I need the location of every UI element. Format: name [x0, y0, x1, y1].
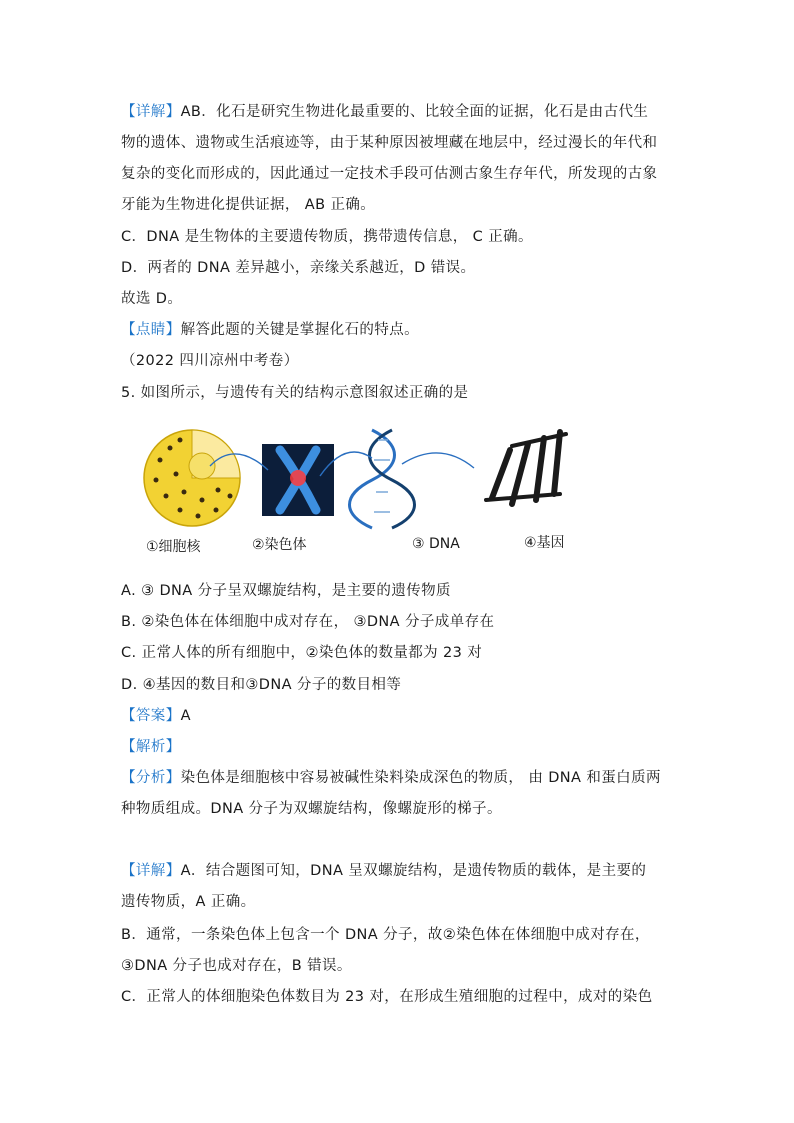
line-text: 故选 D。 — [121, 291, 183, 307]
line-text: AB．化石是研究生物进化最重要的、比较全面的证据，化石是由古代生 — [180, 104, 649, 120]
line-text: 物的遗体、遗物或生活痕迹等，由于某种原因被埋藏在地层中，经过漫长的年代和 — [121, 135, 658, 151]
option-d — [121, 675, 401, 695]
line-text: 牙能为生物进化提供证据， AB 正确。 — [121, 197, 376, 213]
line-text: 遗传物质，A 正确。 — [121, 894, 256, 910]
line-text: 种物质组成。DNA 分子为双螺旋结构，像螺旋形的梯子。 — [121, 801, 502, 817]
label-nucleus: ①细胞核 — [146, 539, 201, 555]
text-line — [121, 102, 648, 122]
genetics-figure — [140, 420, 600, 560]
line-text: B．通常，一条染色体上包含一个 DNA 分子，故②染色体在体细胞中成对存在， — [121, 927, 650, 943]
label-gene: ④基因 — [524, 535, 565, 551]
structure-diagram — [140, 420, 600, 530]
text-line — [121, 133, 657, 153]
text-line — [121, 320, 419, 340]
line-text: A. ③ DNA 分子呈双螺旋结构，是主要的遗传物质 — [121, 583, 451, 599]
line-text: A．结合题图可知，DNA 呈双螺旋结构，是遗传物质的载体，是主要的 — [180, 863, 647, 879]
text-line — [121, 925, 650, 945]
option-b — [121, 612, 494, 632]
text-line — [121, 195, 375, 215]
gene-ladder-image — [486, 432, 566, 504]
line-text: ③DNA 分子也成对存在，B 错误。 — [121, 958, 352, 974]
line-text: 5. 如图所示，与遗传有关的结构示意图叙述正确的是 — [121, 385, 469, 401]
source-note — [121, 351, 299, 371]
text-line — [121, 289, 182, 309]
section-tag: 【详解】 — [121, 104, 181, 120]
line-text: D. ④基因的数目和③DNA 分子的数目相等 — [121, 677, 402, 693]
line-text: C. 正常人体的所有细胞中，②染色体的数量都为 23 对 — [121, 645, 483, 661]
line-text: 解答此题的关键是掌握化石的特点。 — [180, 322, 420, 338]
label-dna: ③ DNA — [412, 536, 460, 552]
line-text: 复杂的变化而形成的，因此通过一定技术手段可估测古象生存年代，所发现的古象 — [121, 166, 658, 182]
line-text: 染色体是细胞核中容易被碱性染料染成深色的物质， 由 DNA 和蛋白质两 — [180, 770, 661, 786]
label-chromosome: ②染色体 — [252, 537, 307, 553]
analysis-heading — [121, 737, 181, 757]
text-line — [121, 227, 533, 247]
text-line — [121, 956, 352, 976]
section-tag: 【详解】 — [121, 863, 181, 879]
line-text: D．两者的 DNA 差异越小，亲缘关系越近，D 错误。 — [121, 260, 476, 276]
option-c — [121, 643, 482, 663]
question-title — [121, 383, 468, 403]
line-text: （2022 四川凉州中考卷） — [121, 353, 299, 369]
section-tag: 【解析】 — [121, 739, 181, 755]
line-text: B. ②染色体在体细胞中成对存在， ③DNA 分子成单存在 — [121, 614, 495, 630]
section-tag: 【答案】 — [121, 708, 181, 724]
text-line — [121, 799, 502, 819]
text-line — [121, 861, 646, 881]
text-line — [121, 164, 657, 184]
section-tag: 【分析】 — [121, 770, 181, 786]
text-line — [121, 892, 256, 912]
answer-line — [121, 706, 191, 726]
text-line — [121, 258, 475, 278]
dna-helix-image — [350, 430, 415, 528]
line-text: C．正常人的体细胞染色体数目为 23 对，在形成生殖细胞的过程中，成对的染色 — [121, 989, 653, 1005]
line-text: A — [180, 708, 191, 724]
section-tag: 【点睛】 — [121, 322, 181, 338]
text-line — [121, 987, 653, 1007]
chromosome-image — [262, 444, 334, 516]
option-a — [121, 581, 451, 601]
text-line — [121, 768, 661, 788]
nucleus-image — [144, 430, 240, 526]
connector-arrows — [210, 452, 474, 476]
line-text: C．DNA 是生物体的主要遗传物质，携带遗传信息， C 正确。 — [121, 229, 533, 245]
